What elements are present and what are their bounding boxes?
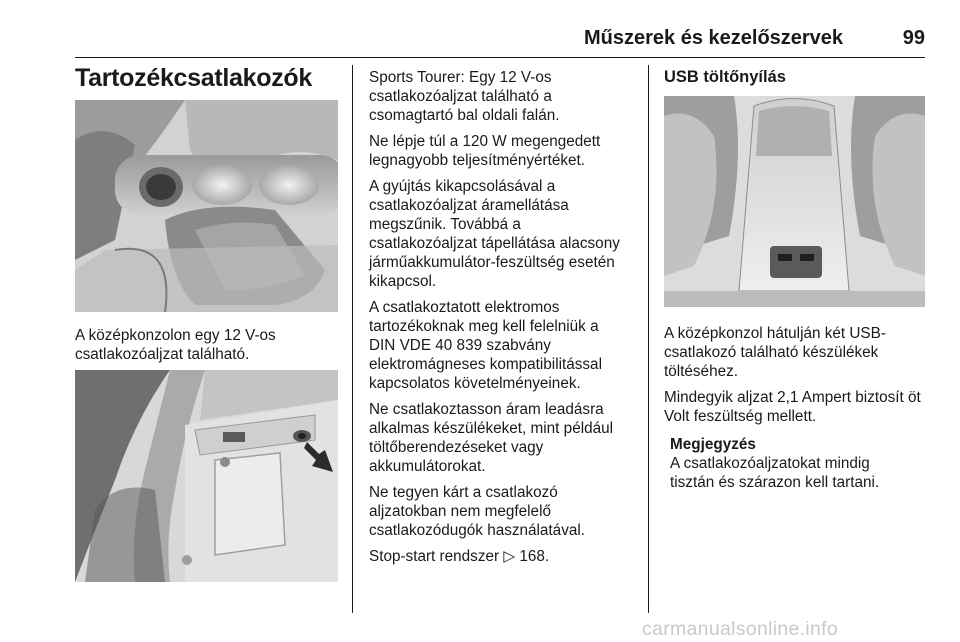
paragraph [369,68,644,125]
text-line: csatlakozódugók használatával. [369,522,585,539]
page-number: 99 [902,27,925,49]
text-line: Mindegyik aljzat 2,1 Ampert biztosít öt [664,389,921,406]
text-line: járműakkumulátor-feszültség esetén [369,254,615,271]
middle-column-text [369,68,644,573]
text-line: töltéséhez. [664,363,738,380]
text-line: Ne csatlakoztasson áram leadásra [369,401,604,418]
text-line: aljzatokban nem megfelelő [369,503,551,520]
section-title: Műszerek és kezelőszervek [584,27,844,49]
note-block [670,435,949,492]
text-line: megszűnik. Továbbá a [369,216,521,233]
text-line: Ne lépje túl a 120 W megengedett [369,133,601,150]
caption-line: A középkonzolon egy 12 V-os [75,327,276,344]
text-line: legnagyobb teljesítményértéket. [369,152,585,169]
watermark: carmanualsonline.info [642,618,838,640]
luggage-compartment-socket-figure [75,370,338,582]
paragraph [369,298,644,393]
text-line: elektromágneses kompatibilitással [369,356,602,373]
paragraph [369,132,644,170]
usb-port-figure [664,96,925,307]
usb-heading: USB töltőnyílás [664,68,786,86]
paragraph [664,388,949,426]
paragraph [369,483,644,540]
text-line: tartozékoknak meg kell felelniük a [369,318,599,335]
column-divider-right [648,65,649,613]
text-line: kapcsolatos követelményeinek. [369,375,581,392]
center-console-socket-figure [75,100,338,312]
paragraph [369,177,644,291]
text-line: A csatlakoztatott elektromos [369,299,560,316]
text-line: csatlakozóaljzat található a [369,88,552,105]
text-line: csatlakozóaljzat tápellátása alacsony [369,235,620,252]
text-line: Ne tegyen kárt a csatlakozó [369,484,558,501]
text-line: csatlakozó található készülékek [664,344,879,361]
text-line: DIN VDE 40 839 szabvány [369,337,551,354]
center-console-illustration [75,100,338,312]
page-reference-arrow-icon: ▷ [503,548,516,565]
note-line: A csatlakozóaljzatokat mindig [670,455,870,472]
text-line: Volt feszültség mellett. [664,408,817,425]
figure-1-caption [75,326,345,364]
caption-line: csatlakozóaljzat található. [75,346,250,363]
stop-start-page-link[interactable]: 168. [519,548,550,565]
paragraph [664,324,949,381]
note-title: Megjegyzés [670,436,756,453]
text-line: alkalmas készülékeket, mint például [369,420,614,437]
note-line: tisztán és szárazon kell tartani. [670,474,880,491]
text-line: csomagtartó bal oldali falán. [369,107,560,124]
text-line: töltőberendezéseket vagy [369,439,544,456]
column-divider-left [352,65,353,613]
text-line: kikapcsol. [369,273,437,290]
text-line: Sports Tourer: Egy 12 V-os [369,69,552,86]
text-line: A gyújtás kikapcsolásával a [369,178,556,195]
rear-console-usb-illustration [664,96,925,307]
luggage-compartment-illustration [75,370,338,582]
stop-start-reference[interactable] [369,547,644,566]
right-column-text [664,324,949,492]
text-line: csatlakozóaljzat áramellátása [369,197,569,214]
paragraph [369,400,644,476]
page-header [75,24,925,58]
main-heading: Tartozékcsatlakozók [75,64,312,92]
text-line: A középkonzol hátulján két USB- [664,325,886,342]
stop-start-text[interactable]: Stop-start rendszer [369,548,500,565]
text-line: akkumulátorokat. [369,458,486,475]
